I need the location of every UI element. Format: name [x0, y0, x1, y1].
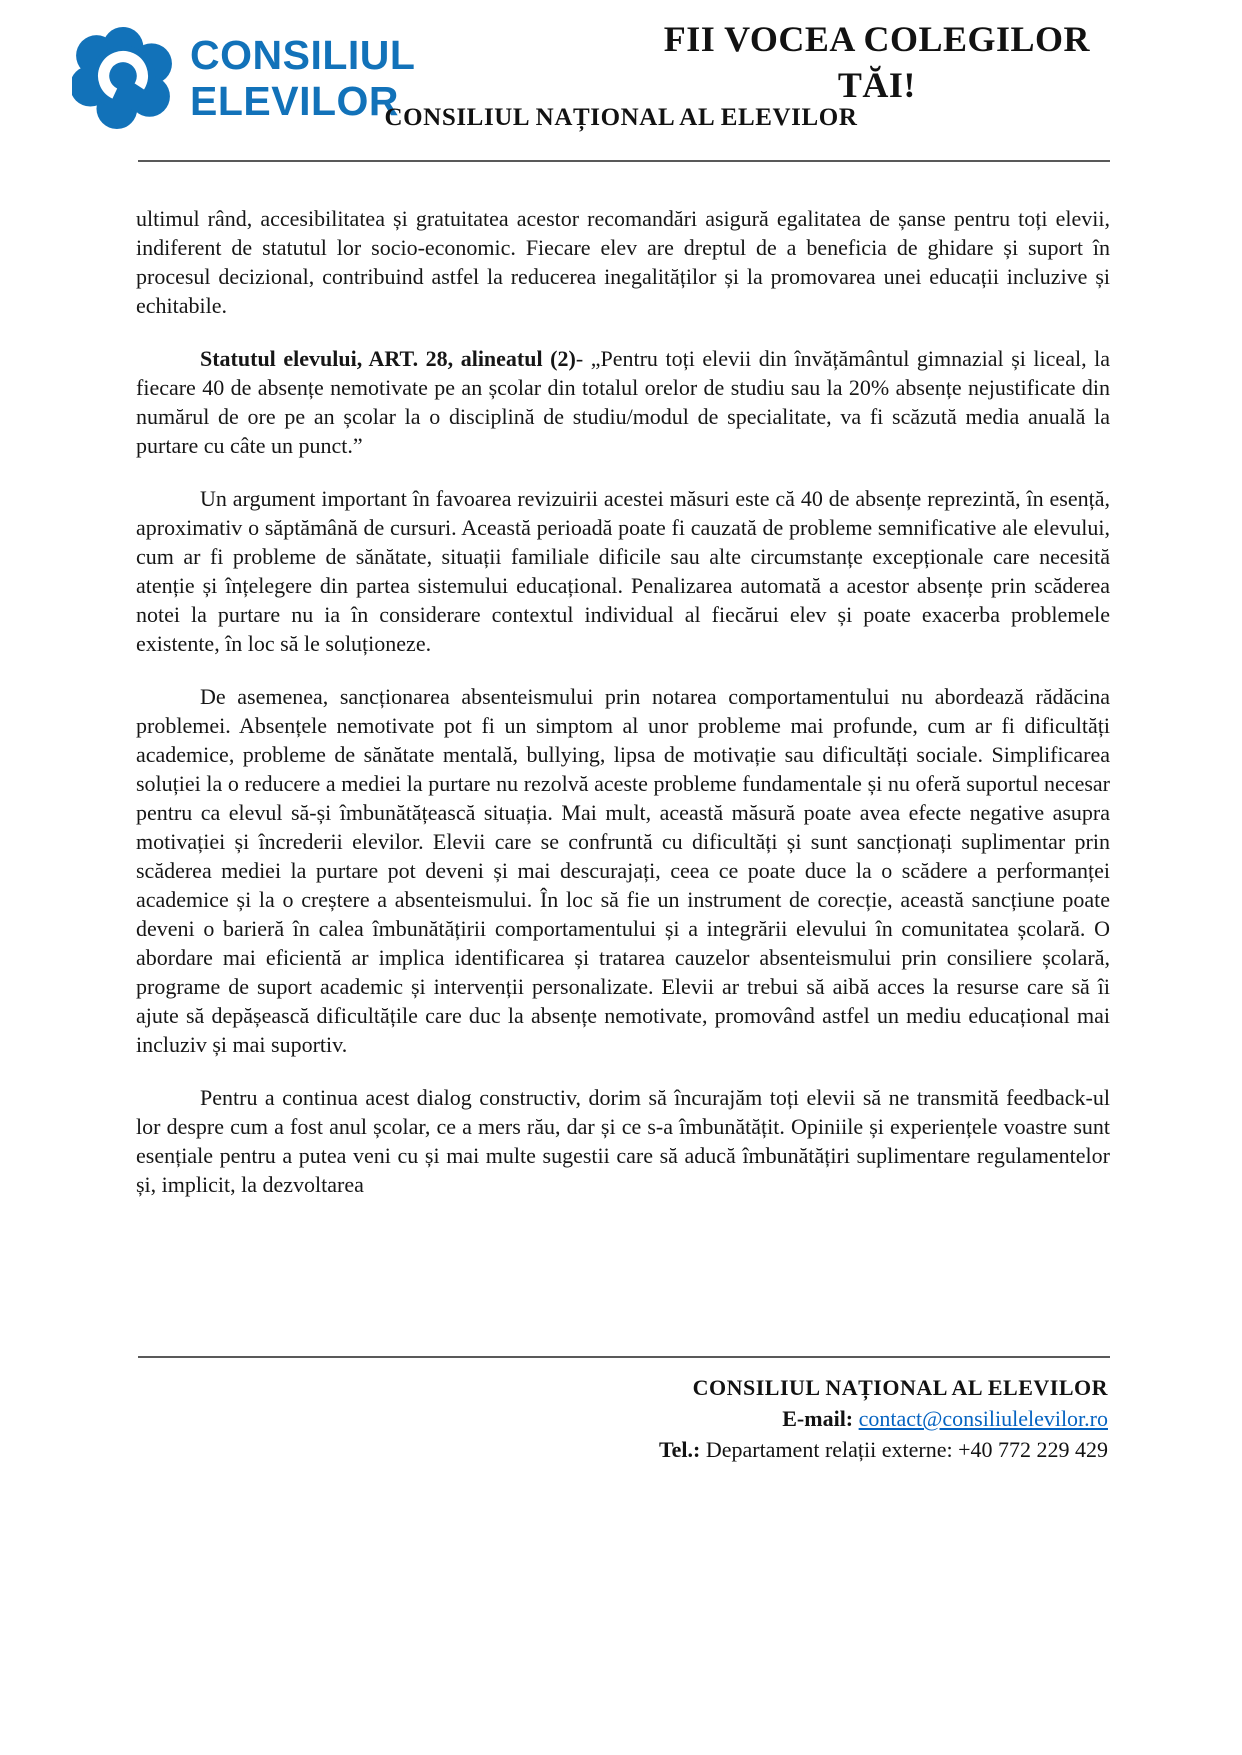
paragraph-2-bold-lead: Statutul elevului, ART. 28, alineatul (2) — [200, 346, 576, 371]
tel-text: Departament relații externe: +40 772 229 429 — [705, 1437, 1108, 1462]
email-label: E-mail: — [782, 1406, 854, 1431]
slogan-line2: TĂI! — [837, 65, 916, 105]
logo-text-line2: ELEVILOR — [190, 78, 400, 124]
logo-text-line1: CONSILIUL — [190, 32, 416, 78]
header-divider — [138, 160, 1110, 162]
header-org-name: CONSILIUL NAȚIONAL AL ELEVILOR — [384, 104, 858, 131]
slogan — [664, 16, 1090, 108]
paragraph-4: De asemenea, sancționarea absenteismului prin notarea comportamentului nu abordează rădăcina problemei. Absențele nemotivate pot fi un simptom al unor probleme mai profunde, cum ar fi dificultăți academice, probleme de sănătate mentală, bullying, lipsa de motivație sau dificultăți sociale. Simplificarea soluției la o reducere a mediei la purtare nu rezolvă aceste probleme fundamentale și nu oferă suportul necesar pentru ca elevul să-și îmbunătățească situația. Mai mult, această măsură poate avea efecte negative asupra motivației și încrederii elevilor. Elevii care se confruntă cu dificultăți și sunt sancționați suplimentar prin scăderea mediei la purtare pot deveni și mai descurajați, ceea ce poate duce la o scădere a performanței academice și la o creștere a absenteismului. În loc să fie un instrument de corecție, această sancțiune poate deveni o barieră în calea îmbunătățirii comportamentului și a integrării elevului în comunitatea școlară. O abordare mai eficientă ar implica identificarea și tratarea cauzelor absenteismului prin consiliere școlară, programe de suport academic și intervenții personalizate. Elevii ar trebui să aibă acces la resurse care să îi ajute să depășească dificultățile care duc la absențe nemotivate, promovând astfel un mediu educațional mai incluziv și mai suportiv. — [136, 684, 1110, 1057]
footer-divider — [138, 1356, 1110, 1358]
paragraph-1: ultimul rând, accesibilitatea și gratuitatea acestor recomandări asigură egalitatea de șanse pentru toți elevii, indiferent de statutul lor socio-economic. Fiecare elev are dreptul de a beneficia de ghidare și suport în procesul decizional, contribuind astfel la reducerea inegalităților și la promovarea unei educații incluzive și echitabile. — [136, 206, 1110, 318]
tel-label: Tel.: — [658, 1437, 701, 1462]
paragraph-3: Un argument important în favoarea revizuirii acestei măsuri este că 40 de absențe reprezintă, în esență, aproximativ o săptămână de cursuri. Această perioadă poate fi cauzată de probleme semnificative ale elevului, cum ar fi probleme de sănătate, situații familiale dificile sau alte circumstanțe excepționale care necesită atenție și înțelegere din partea sistemului educațional. Penalizarea automată a acestor absențe prin scăderea notei la purtare nu ia în considerare contextul individual al fiecărui elev și poate exacerba problemele existente, în loc să le soluționeze. — [136, 486, 1110, 656]
footer-org-name: CONSILIUL NAȚIONAL AL ELEVILOR — [692, 1375, 1108, 1400]
footer-email-line — [659, 1403, 1108, 1434]
document-body — [136, 204, 1110, 1223]
paragraph-5: Pentru a continua acest dialog constructiv, dorim să încurajăm toți elevii să ne transmită feedback-ul lor despre cum a fost anul școlar, ce a mers rău, dar și ce s-a îmbunătățit. Opiniile și experiențele voastre sunt esențiale pentru a putea veni cu și mai multe sugestii care să aducă îmbunătățiri suplimentare regulamentelor și, implicit, la dezvoltarea — [136, 1085, 1110, 1197]
paragraph-2-text: - „Pentru toți elevii din învățământul gimnazial și liceal, la fiecare 40 de absențe nemotivate pe an școlar din totalul orelor de studiu sau la 20% absențe nejustificate din numărul de ore pe an școlar la o disciplină de studiu/modul de specialitate, va fi scăzută media anuală la purtare cu câte un punct.” — [136, 346, 1111, 458]
slogan-line1: FII VOCEA COLEGILOR — [663, 19, 1090, 59]
email-link[interactable]: contact@consiliulelevilor.ro — [858, 1406, 1108, 1431]
paragraph-2 — [136, 344, 1110, 460]
footer-tel-line — [659, 1434, 1108, 1465]
footer — [659, 1372, 1108, 1465]
